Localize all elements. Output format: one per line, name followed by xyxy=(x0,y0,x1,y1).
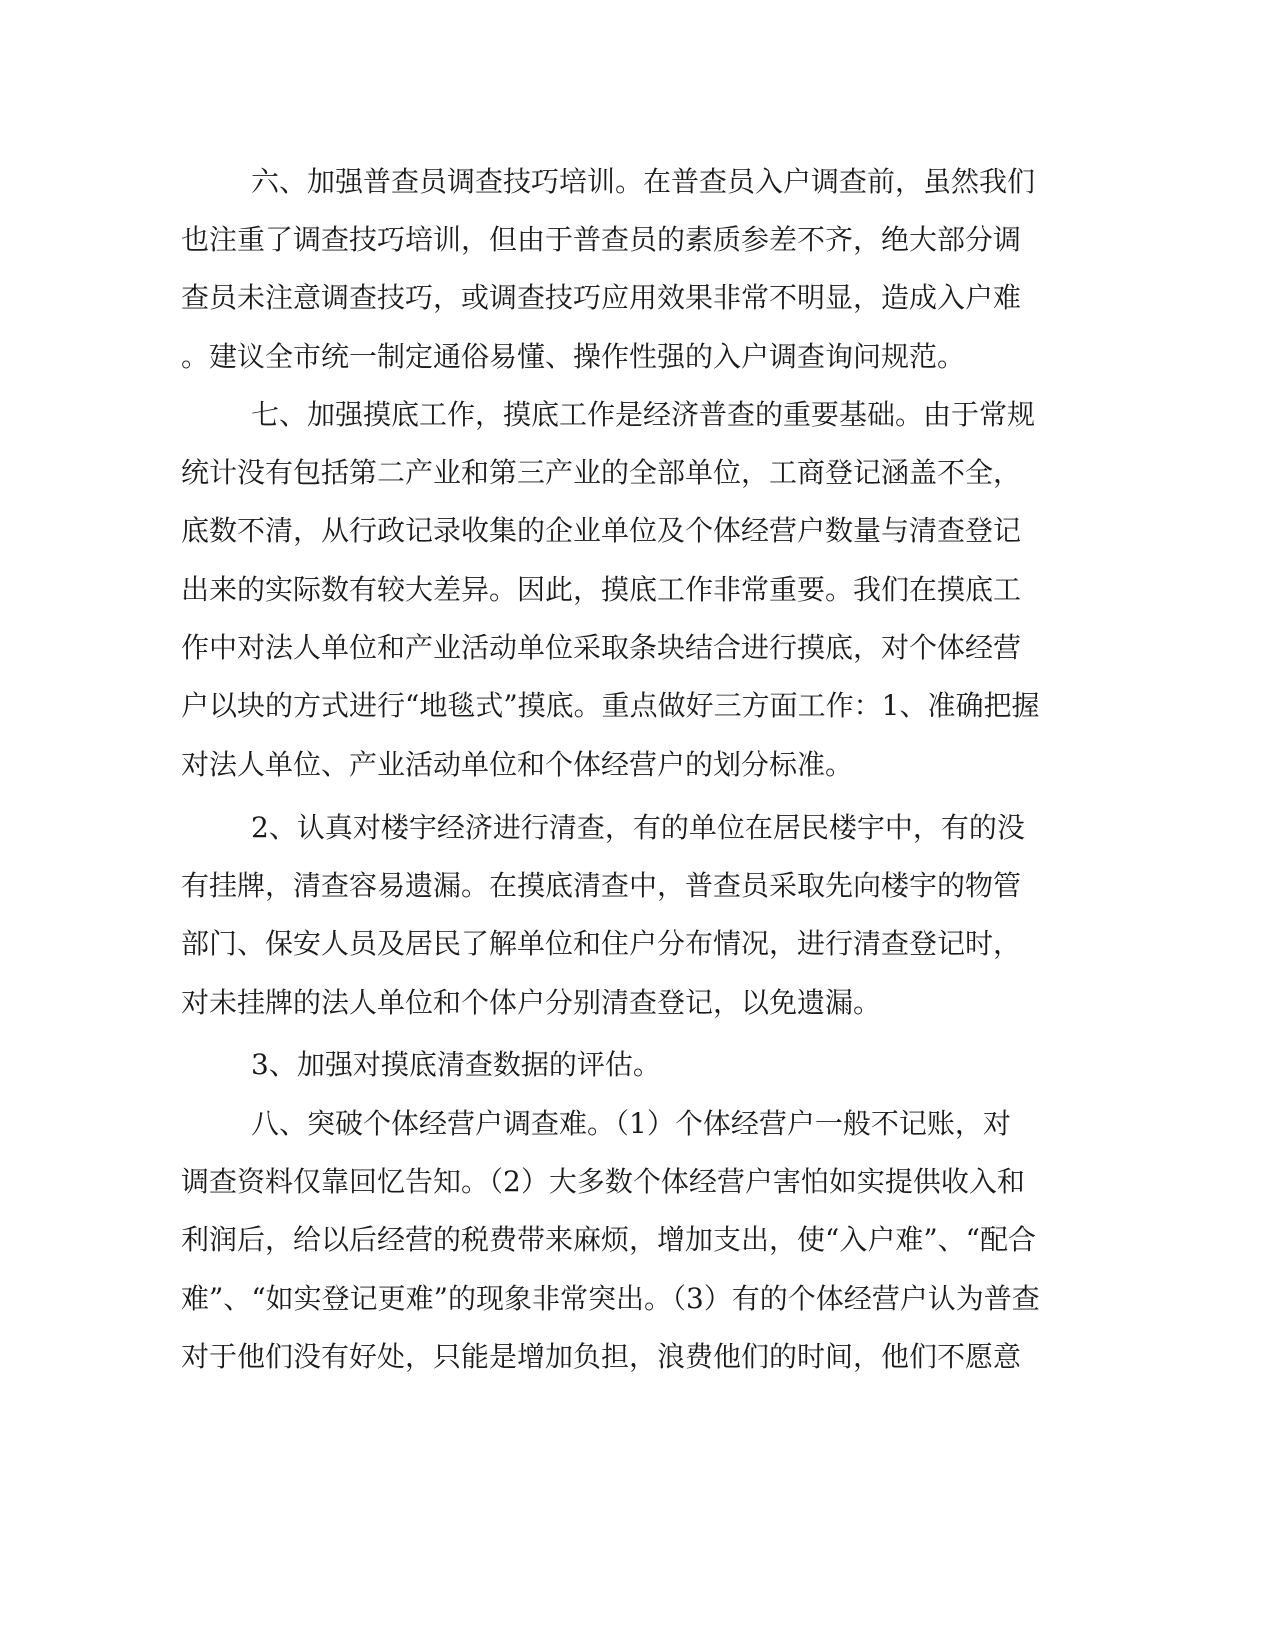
text-line xyxy=(0,866,1275,906)
paragraph-line: 对于他们没有好处，只能是增加负担，浪费他们的时间，他们不愿意 xyxy=(181,1340,1022,1373)
paragraph-line: 利润后，给以后经营的税费带来麻烦，增加支出，使“入户难”、“配合 xyxy=(181,1223,1036,1256)
text-line xyxy=(0,1337,1275,1377)
paragraph-line: 对法人单位、产业活动单位和个体经营户的划分标准。 xyxy=(181,748,854,781)
paragraph-line: 出来的实际数有较大差异。因此，摸底工作非常重要。我们在摸底工 xyxy=(181,573,1022,606)
text-line xyxy=(0,924,1275,964)
paragraph-line: 部门、保安人员及居民了解单位和住户分布情况，进行清查登记时， xyxy=(181,927,1022,960)
paragraph-first-line: 3、加强对摸底清查数据的评估。 xyxy=(251,1048,661,1081)
paragraph-line: 户以块的方式进行“地毯式”摸底。重点做好三方面工作：1、准确把握 xyxy=(181,689,1040,722)
text-line xyxy=(0,983,1275,1023)
text-line xyxy=(0,1279,1275,1319)
text-line xyxy=(0,162,1275,202)
paragraph-first-line: 七、加强摸底工作，摸底工作是经济普查的重要基础。由于常规 xyxy=(251,398,1036,431)
paragraph-line: 对未挂牌的法人单位和个体户分别清查登记，以免遗漏。 xyxy=(181,986,882,1019)
paragraph-line: 调查资料仅靠回忆告知。（2）大多数个体经营户害怕如实提供收入和 xyxy=(181,1165,1025,1198)
paragraph-line: 查员未注意调查技巧，或调查技巧应用效果非常不明显，造成入户难 xyxy=(181,281,1022,314)
paragraph-line: 作中对法人单位和产业活动单位采取条块结合进行摸底，对个体经营 xyxy=(181,631,1022,664)
text-line xyxy=(0,1162,1275,1202)
text-line xyxy=(0,220,1275,260)
text-line xyxy=(0,628,1275,668)
text-line xyxy=(0,453,1275,493)
text-line xyxy=(0,337,1275,377)
text-line xyxy=(0,1104,1275,1144)
paragraph-line: 难”、“如实登记更难”的现象非常突出。（3）有的个体经营户认为普查 xyxy=(181,1282,1040,1315)
paragraph-first-line: 2、认真对楼宇经济进行清查，有的单位在居民楼宇中，有的没 xyxy=(251,811,1025,844)
paragraph-line: 统计没有包括第二产业和第三产业的全部单位，工商登记涵盖不全， xyxy=(181,456,1022,489)
paragraph-line: 有挂牌，清查容易遗漏。在摸底清查中，普查员采取先向楼宇的物管 xyxy=(181,869,1022,902)
paragraph-first-line: 八、突破个体经营户调查难。（1）个体经营户一般不记账，对 xyxy=(251,1107,1011,1140)
text-line xyxy=(0,395,1275,435)
text-line xyxy=(0,1045,1275,1085)
paragraph-line: 底数不清，从行政记录收集的企业单位及个体经营户数量与清查登记 xyxy=(181,514,1022,547)
text-line xyxy=(0,570,1275,610)
text-line xyxy=(0,278,1275,318)
text-line xyxy=(0,1220,1275,1260)
text-line xyxy=(0,686,1275,726)
paragraph-line: 。建议全市统一制定通俗易懂、操作性强的入户调查询问规范。 xyxy=(181,340,966,373)
text-line xyxy=(0,745,1275,785)
paragraph-first-line: 六、加强普查员调查技巧培训。在普查员入户调查前，虽然我们 xyxy=(251,165,1036,198)
paragraph-line: 也注重了调查技巧培训，但由于普查员的素质参差不齐，绝大部分调 xyxy=(181,223,1022,256)
text-line xyxy=(0,511,1275,551)
text-line xyxy=(0,808,1275,848)
